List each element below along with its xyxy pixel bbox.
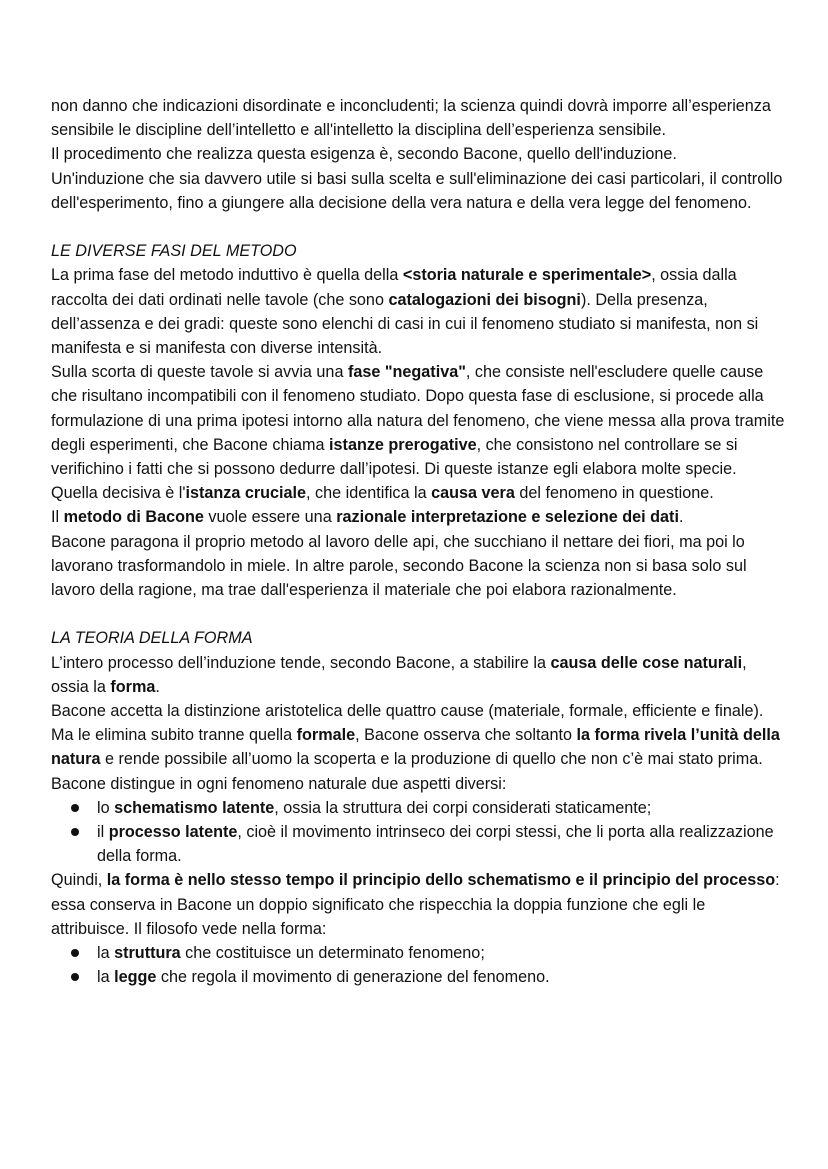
bold-text: catalogazioni dei bisogni xyxy=(388,290,581,309)
bold-text: causa delle cose naturali xyxy=(550,653,743,672)
paragraph: L’intero processo dell’induzione tende, secondo Bacone, a stabilire la causa delle cose naturali, ossia la forma. xyxy=(51,653,747,696)
bullet-list xyxy=(51,796,786,869)
paragraph: Bacone accetta la distinzione aristotelica delle quattro cause (materiale, formale, efficiente e finale). Ma le elimina subito tranne quella formale, Bacone osserva che soltanto la forma rivela l’unità della natura e rende possibile all’uomo la scoperta e la produzione di quello che non c’è mai stato prima. Bacone distingue in ogni fenomeno naturale due aspetti diversi: xyxy=(51,702,780,793)
bold-text: formale xyxy=(296,726,356,745)
section-heading-fasi-metodo: LE DIVERSE FASI DEL METODO xyxy=(51,242,297,261)
bullet-icon xyxy=(71,949,79,957)
bullet-icon xyxy=(71,804,79,812)
list-item: il processo latente, cioè il movimento intrinseco dei corpi stessi, che li porta alla realizzazione della forma. xyxy=(97,820,786,868)
bold-text: istanza cruciale xyxy=(185,484,307,503)
bullet-list xyxy=(51,941,786,989)
bold-text: processo latente xyxy=(108,823,238,842)
bold-text: legge xyxy=(114,968,157,987)
paragraph: non danno che indicazioni disordinate e inconcludenti; la scienza quindi dovrà imporre all’esperienza sensibile le discipline dell’intelletto e all'intelletto la disciplina dell’esperienza sensibile. Il procedimento che realizza questa esigenza è, secondo Bacone, quello dell'induzione. Un'induzione che sia davvero utile si basi sulla scelta e sull'eliminazione dei casi particolari, il controllo dell'esperimento, fino a giungere alla decisione della vera natura e della vera legge del fenomeno. xyxy=(51,97,783,212)
paragraph: Sulla scorta di queste tavole si avvia una fase "negativa", che consiste nell'escludere quelle cause che risultano incompatibili con il fenomeno studiato. Dopo questa fase di esclusione, si procede alla formulazione di una prima ipotesi intorno alla natura del fenomeno, che viene messa alla prova tramite degli esperimenti, che Bacone chiama istanze prerogative, che consistono nel controllare se si verifichino i fatti che si possono dedurre dall’ipotesi. Di queste istanze egli elabora molte specie. Quella decisiva è l'istanza cruciale, che identifica la causa vera del fenomeno in questione. xyxy=(51,363,785,503)
bold-text: <storia naturale e sperimentale> xyxy=(402,266,652,285)
bold-text: forma xyxy=(110,677,156,696)
bold-text: metodo di Bacone xyxy=(63,508,204,527)
bold-text: fase "negativa" xyxy=(347,363,466,382)
paragraph: Bacone paragona il proprio metodo al lavoro delle api, che succhiano il nettare dei fiori, ma poi lo lavorano trasformandolo in miele. In altre parole, secondo Bacone la scienza non si basa solo sul lavoro della ragione, ma trae dall'esperienza il materiale che poi elabora razionalmente. xyxy=(51,532,747,600)
bold-text: la forma rivela l’unità della natura xyxy=(51,726,780,769)
bullet-icon xyxy=(71,828,79,836)
bold-text: razionale interpretazione e selezione dei dati xyxy=(336,508,679,527)
paragraph: Il metodo di Bacone vuole essere una razionale interpretazione e selezione dei dati. xyxy=(51,508,684,527)
bullet-icon xyxy=(71,973,79,981)
list-item: lo schematismo latente, ossia la struttura dei corpi considerati staticamente; xyxy=(97,796,786,820)
paragraph: Quindi, la forma è nello stesso tempo il principio dello schematismo e il principio del processo: essa conserva in Bacone un doppio significato che rispecchia la doppia funzione che egli le attribuisce. Il filosofo vede nella forma: xyxy=(51,871,780,938)
bold-text: schematismo latente xyxy=(114,798,275,817)
bold-text: causa vera xyxy=(431,484,515,503)
paragraph: La prima fase del metodo induttivo è quella della <storia naturale e sperimentale>, ossia dalla raccolta dei dati ordinati nelle tavole (che sono catalogazioni dei bisogni). Della presenza, dell’assenza e dei gradi: queste sono elenchi di casi in cui il fenomeno studiato si manifesta, non si manifesta e si manifesta con diverse intensità. xyxy=(51,266,759,358)
list-item: la struttura che costituisce un determinato fenomeno; xyxy=(97,941,786,965)
bold-text: istanze prerogative xyxy=(329,435,477,454)
document-page xyxy=(51,94,786,989)
list-item: la legge che regola il movimento di generazione del fenomeno. xyxy=(97,965,786,989)
bold-text: struttura xyxy=(114,944,181,963)
section-heading-teoria-forma: LA TEORIA DELLA FORMA xyxy=(51,629,253,648)
bold-text: la forma è nello stesso tempo il principio dello schematismo e il principio del processo xyxy=(106,871,776,890)
